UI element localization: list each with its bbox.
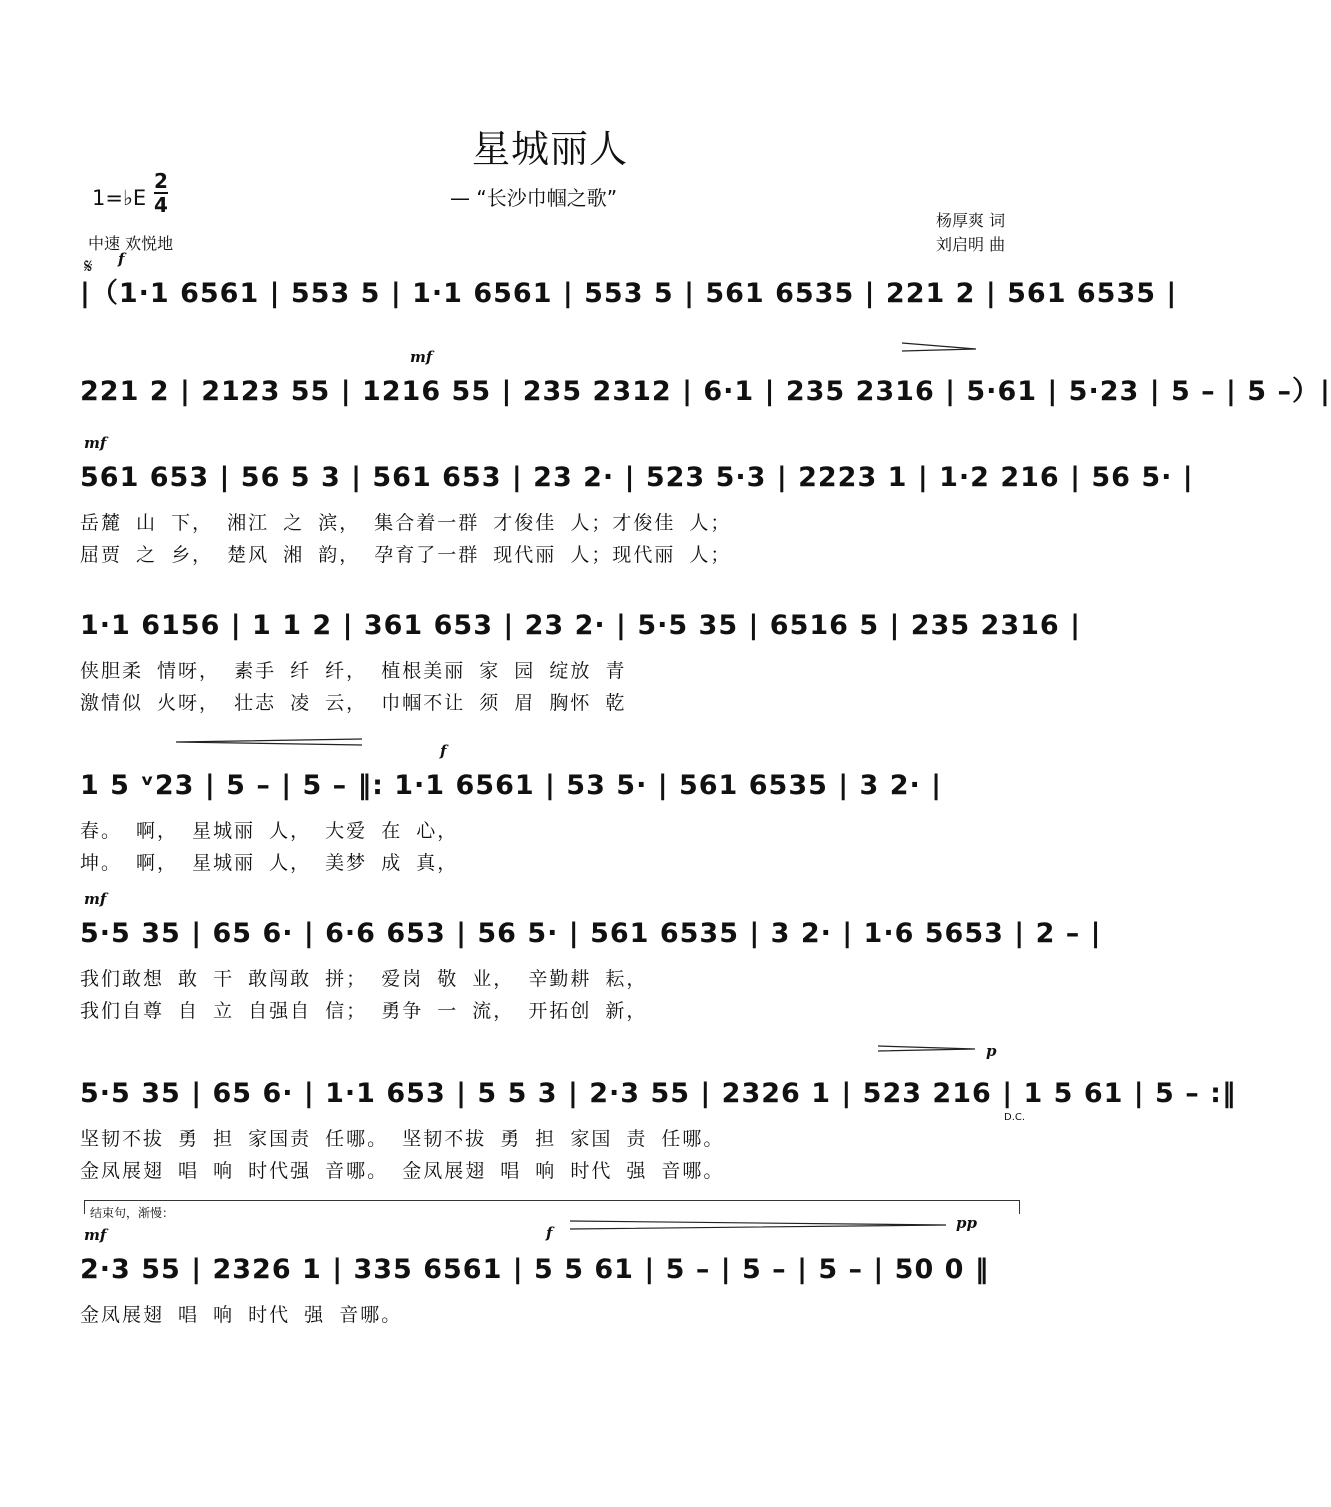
lyrics-verse-1: 我们敢想 敢 干 敢闯敢 拼； 爱岗 敬 业， 辛勤耕 耘， [80,968,648,990]
time-bottom: 4 [154,193,168,217]
lyrics-verse-1: 坚韧不拔 勇 担 家国责 任哪。 坚韧不拔 勇 担 家国 责 任哪。 [80,1128,725,1150]
ending-label: 结束句，渐慢： [90,1206,175,1220]
song-title: 星城丽人 [471,127,628,171]
dynamic-mark: f [118,250,125,268]
composer-credit: 刘启明 曲 [936,235,1006,254]
lyrics-verse-2: 激情似 火呀， 壮志 凌 云， 巾帼不让 须 眉 胸怀 乾 [80,692,627,714]
notation-line: |（1·1 6561 | 553 5 | 1·1 6561 | 553 5 | 561 6535 | 221 2 | 561 6535 | [80,278,1178,309]
key-signature: 1=♭E [92,186,147,210]
decrescendo-hairpin [902,343,976,351]
dynamic-mark: mf [410,348,433,366]
dynamic-pianissimo: pp [956,1214,977,1232]
lyrics-verse-2: 坤。 啊， 星城丽 人， 美梦 成 真， [80,852,459,874]
lyrics-verse-1: 春。 啊， 星城丽 人， 大爱 在 心， [80,820,459,842]
notation-line: 5·5 35 | 65 6· | 1·1 653 | 5 5 3 | 2·3 55 | 2326 1 | 523 216 | 1 5 61 | 5 – :‖ [80,1078,1237,1109]
lyrics-verse-1: 金凤展翅 唱 响 时代 强 音哪。 [80,1304,403,1326]
dc-mark: D.C. [1004,1112,1026,1123]
time-top: 2 [154,169,168,193]
dynamic-mark: p [986,1042,997,1060]
tempo-marking: 中速 欢悦地 [88,234,174,253]
dynamic-mark: mf [84,434,107,452]
notation-line: 221 2 | 2123 55 | 1216 55 | 235 2312 | 6·1 | 235 2316 | 5·61 | 5·23 | 5 – | 5 –）| [80,376,1331,407]
segno-sign: 𝄋 [84,254,93,278]
notation-line: 1·1 6156 | 1 1 2 | 361 653 | 23 2· | 5·5 35 | 6516 5 | 235 2316 | [80,610,1081,641]
song-subtitle: — “长沙巾帼之歌” [450,186,618,210]
dynamic-mark: f [440,742,447,760]
crescendo-hairpin [176,739,362,745]
notation-line: 5·5 35 | 65 6· | 6·6 653 | 56 5· | 561 6535 | 3 2· | 1·6 5653 | 2 – | [80,918,1102,949]
lyrics-verse-2: 屈贾 之 乡， 楚风 湘 韵， 孕育了一群 现代丽 人；现代丽 人； [80,544,732,566]
notation-line: 1 5 ᵛ23 | 5 – | 5 – ‖: 1·1 6561 | 53 5· | 561 6535 | 3 2· | [80,770,943,801]
lyrics-verse-1: 岳麓 山 下， 湘江 之 滨， 集合着一群 才俊佳 人；才俊佳 人； [80,512,732,534]
lyrics-verse-2: 我们自尊 自 立 自强自 信； 勇争 一 流， 开拓创 新， [80,1000,648,1022]
decrescendo-hairpin [570,1221,946,1229]
notation-line: 561 653 | 56 5 3 | 561 653 | 23 2· | 523 5·3 | 2223 1 | 1·2 216 | 56 5· | [80,462,1194,493]
lyricist-credit: 杨厚爽 词 [936,211,1006,230]
dynamic-mark: mf [84,890,107,908]
notation-line: 2·3 55 | 2326 1 | 335 6561 | 5 5 61 | 5 – | 5 – | 5 – | 50 0 ‖ [80,1254,990,1285]
lyrics-verse-1: 侠胆柔 情呀， 素手 纤 纤， 植根美丽 家 园 绽放 青 [80,660,627,682]
decrescendo-hairpin [878,1046,975,1051]
dynamic-forte: f [546,1224,553,1242]
dynamic-mark: mf [84,1226,107,1244]
lyrics-verse-2: 金凤展翅 唱 响 时代强 音哪。 金凤展翅 唱 响 时代 强 音哪。 [80,1160,725,1182]
